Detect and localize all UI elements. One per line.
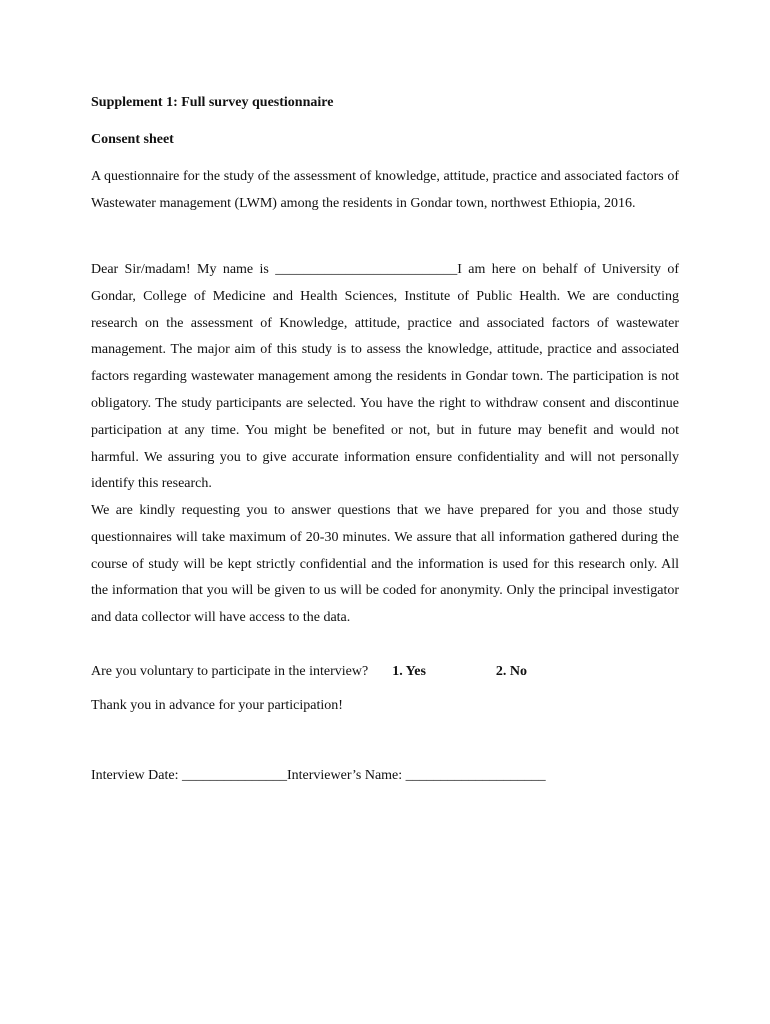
document-title: Supplement 1: Full survey questionnaire xyxy=(91,95,334,110)
consent-question-line xyxy=(91,663,527,681)
greeting-paragraph: Dear Sir/madam! My name is __________________________I am here on behalf of University of Gondar, College of Medicine and Health Sciences, Institute of Public Health. We are conducting research on the assessment of Knowledge, attitude, practice and associated factors of wastewater management. The major aim of this study is to assess the knowledge, attitude, practice and associated factors regarding wastewater management among the residents in Gondar town. The participation is not obligatory. The study participants are selected. You have the right to withdraw consent and discontinue participation at any time. You might be benefited or not, but in future may benefit and would not harmful. We assuring you to give accurate information ensure confidentiality and will not personally identify this research. xyxy=(91,262,679,492)
option-no: 2. No xyxy=(495,664,528,679)
interview-date-field: Interview Date: _______________ xyxy=(91,768,287,783)
thanks-text: Thank you in advance for your participation! xyxy=(91,698,343,713)
request-paragraph: We are kindly requesting you to answer questions that we have prepared for you and those study questionnaires will take maximum of 20-30 minutes. We assure that all information gathered during the course of study will be kept strictly confidential and the information is used for this research only. All the information that you will be given to us will be coded for anonymity. Only the principal investigator and data collector will have access to the data. xyxy=(91,503,679,626)
consent-question: Are you voluntary to participate in the interview? xyxy=(91,664,369,679)
interview-info-line xyxy=(91,767,546,785)
section-heading: Consent sheet xyxy=(91,132,174,147)
interviewer-name-field: Interviewer’s Name: ____________________ xyxy=(286,768,546,783)
option-yes: 1. Yes xyxy=(392,664,426,679)
intro-paragraph: A questionnaire for the study of the assessment of knowledge, attitude, practice and associated factors of Wastewater management (LWM) among the residents in Gondar town, northwest Ethiopia, 2016. xyxy=(91,169,679,211)
